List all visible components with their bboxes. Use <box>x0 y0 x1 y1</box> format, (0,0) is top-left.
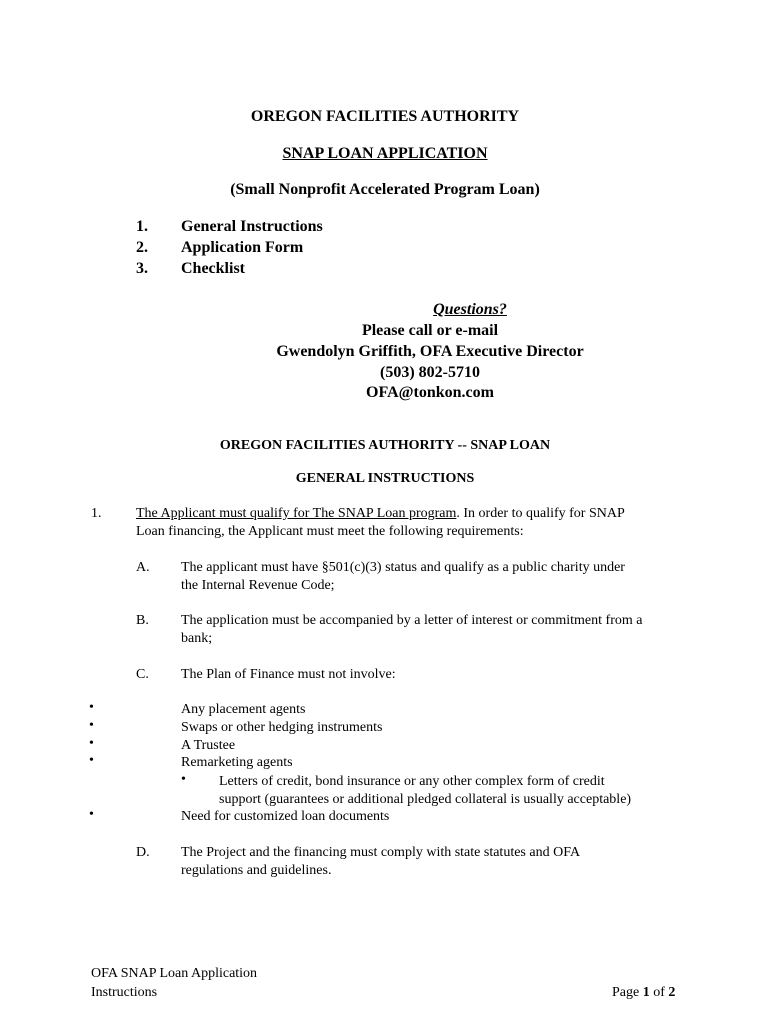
list-item: Any placement agents <box>181 702 306 717</box>
bullet-icon: • <box>89 807 94 822</box>
questions-heading: Questions? <box>433 301 507 318</box>
toc-num: 3. <box>136 260 148 277</box>
form-subtitle: (Small Nonprofit Accelerated Program Loan) <box>230 181 540 198</box>
req-d-line1: The Project and the financing must comply with state statutes and OFA <box>181 845 581 860</box>
contact-email: OFA@tonkon.com <box>366 384 494 401</box>
list-item: Swaps or other hedging instruments <box>181 720 383 735</box>
req-b-line1: The application must be accompanied by a letter of interest or commitment from a <box>181 613 643 628</box>
req-c-line1: The Plan of Finance must not involve: <box>181 667 396 682</box>
bullet-icon: • <box>89 753 94 768</box>
req-a-line1: The applicant must have §501(c)(3) status and qualify as a public charity under <box>181 560 625 575</box>
org-title: OREGON FACILITIES AUTHORITY <box>250 108 520 125</box>
toc-item-application-form: Application Form <box>181 239 304 256</box>
item1-line1 <box>136 505 625 523</box>
list-item: A Trustee <box>181 738 236 753</box>
page-of: of <box>649 985 669 1000</box>
toc-item-general-instructions: General Instructions <box>181 218 323 235</box>
list-item: Need for customized loan documents <box>181 809 390 824</box>
toc-item-checklist: Checklist <box>181 260 245 277</box>
page-total: 2 <box>668 985 676 1000</box>
bullet-icon: • <box>181 772 186 787</box>
section-title: OREGON FACILITIES AUTHORITY -- SNAP LOAN <box>219 438 551 453</box>
req-d-line2: regulations and guidelines. <box>181 863 332 878</box>
contact-prompt: Please call or e-mail <box>361 322 499 339</box>
section-subtitle: GENERAL INSTRUCTIONS <box>295 471 475 486</box>
item1-lead-rest: . In order to qualify for SNAP <box>456 506 625 521</box>
page-prefix: Page <box>612 985 643 1000</box>
page-number: 1 <box>642 985 650 1000</box>
bullet-icon: • <box>89 700 94 715</box>
req-b-line2: bank; <box>181 631 213 646</box>
form-title: SNAP LOAN APPLICATION <box>282 145 488 162</box>
contact-name: Gwendolyn Griffith, OFA Executive Director <box>276 343 584 360</box>
req-a-line2: the Internal Revenue Code; <box>181 578 335 593</box>
sub-list-item-line2: support (guarantees or additional pledged collateral is usually acceptable) <box>219 792 632 807</box>
toc-num: 1. <box>136 218 148 235</box>
item1-lead-underlined: The Applicant must qualify for The SNAP Loan program <box>136 506 457 521</box>
sub-list-item-line1: Letters of credit, bond insurance or any other complex form of credit <box>219 774 605 789</box>
item-number: 1. <box>91 506 102 521</box>
page-indicator <box>612 984 675 1002</box>
bullet-icon: • <box>89 718 94 733</box>
item1-line2: Loan financing, the Applicant must meet the following requirements: <box>136 524 524 539</box>
list-item: Remarketing agents <box>181 755 293 770</box>
req-letter: A. <box>136 560 150 575</box>
req-letter: B. <box>136 613 149 628</box>
req-letter: D. <box>136 845 150 860</box>
bullet-icon: • <box>89 736 94 751</box>
req-letter: C. <box>136 667 149 682</box>
toc-num: 2. <box>136 239 148 256</box>
footer-left-line2: Instructions <box>91 985 158 1000</box>
footer-left-line1: OFA SNAP Loan Application <box>91 966 258 981</box>
contact-phone: (503) 802-5710 <box>380 364 480 381</box>
